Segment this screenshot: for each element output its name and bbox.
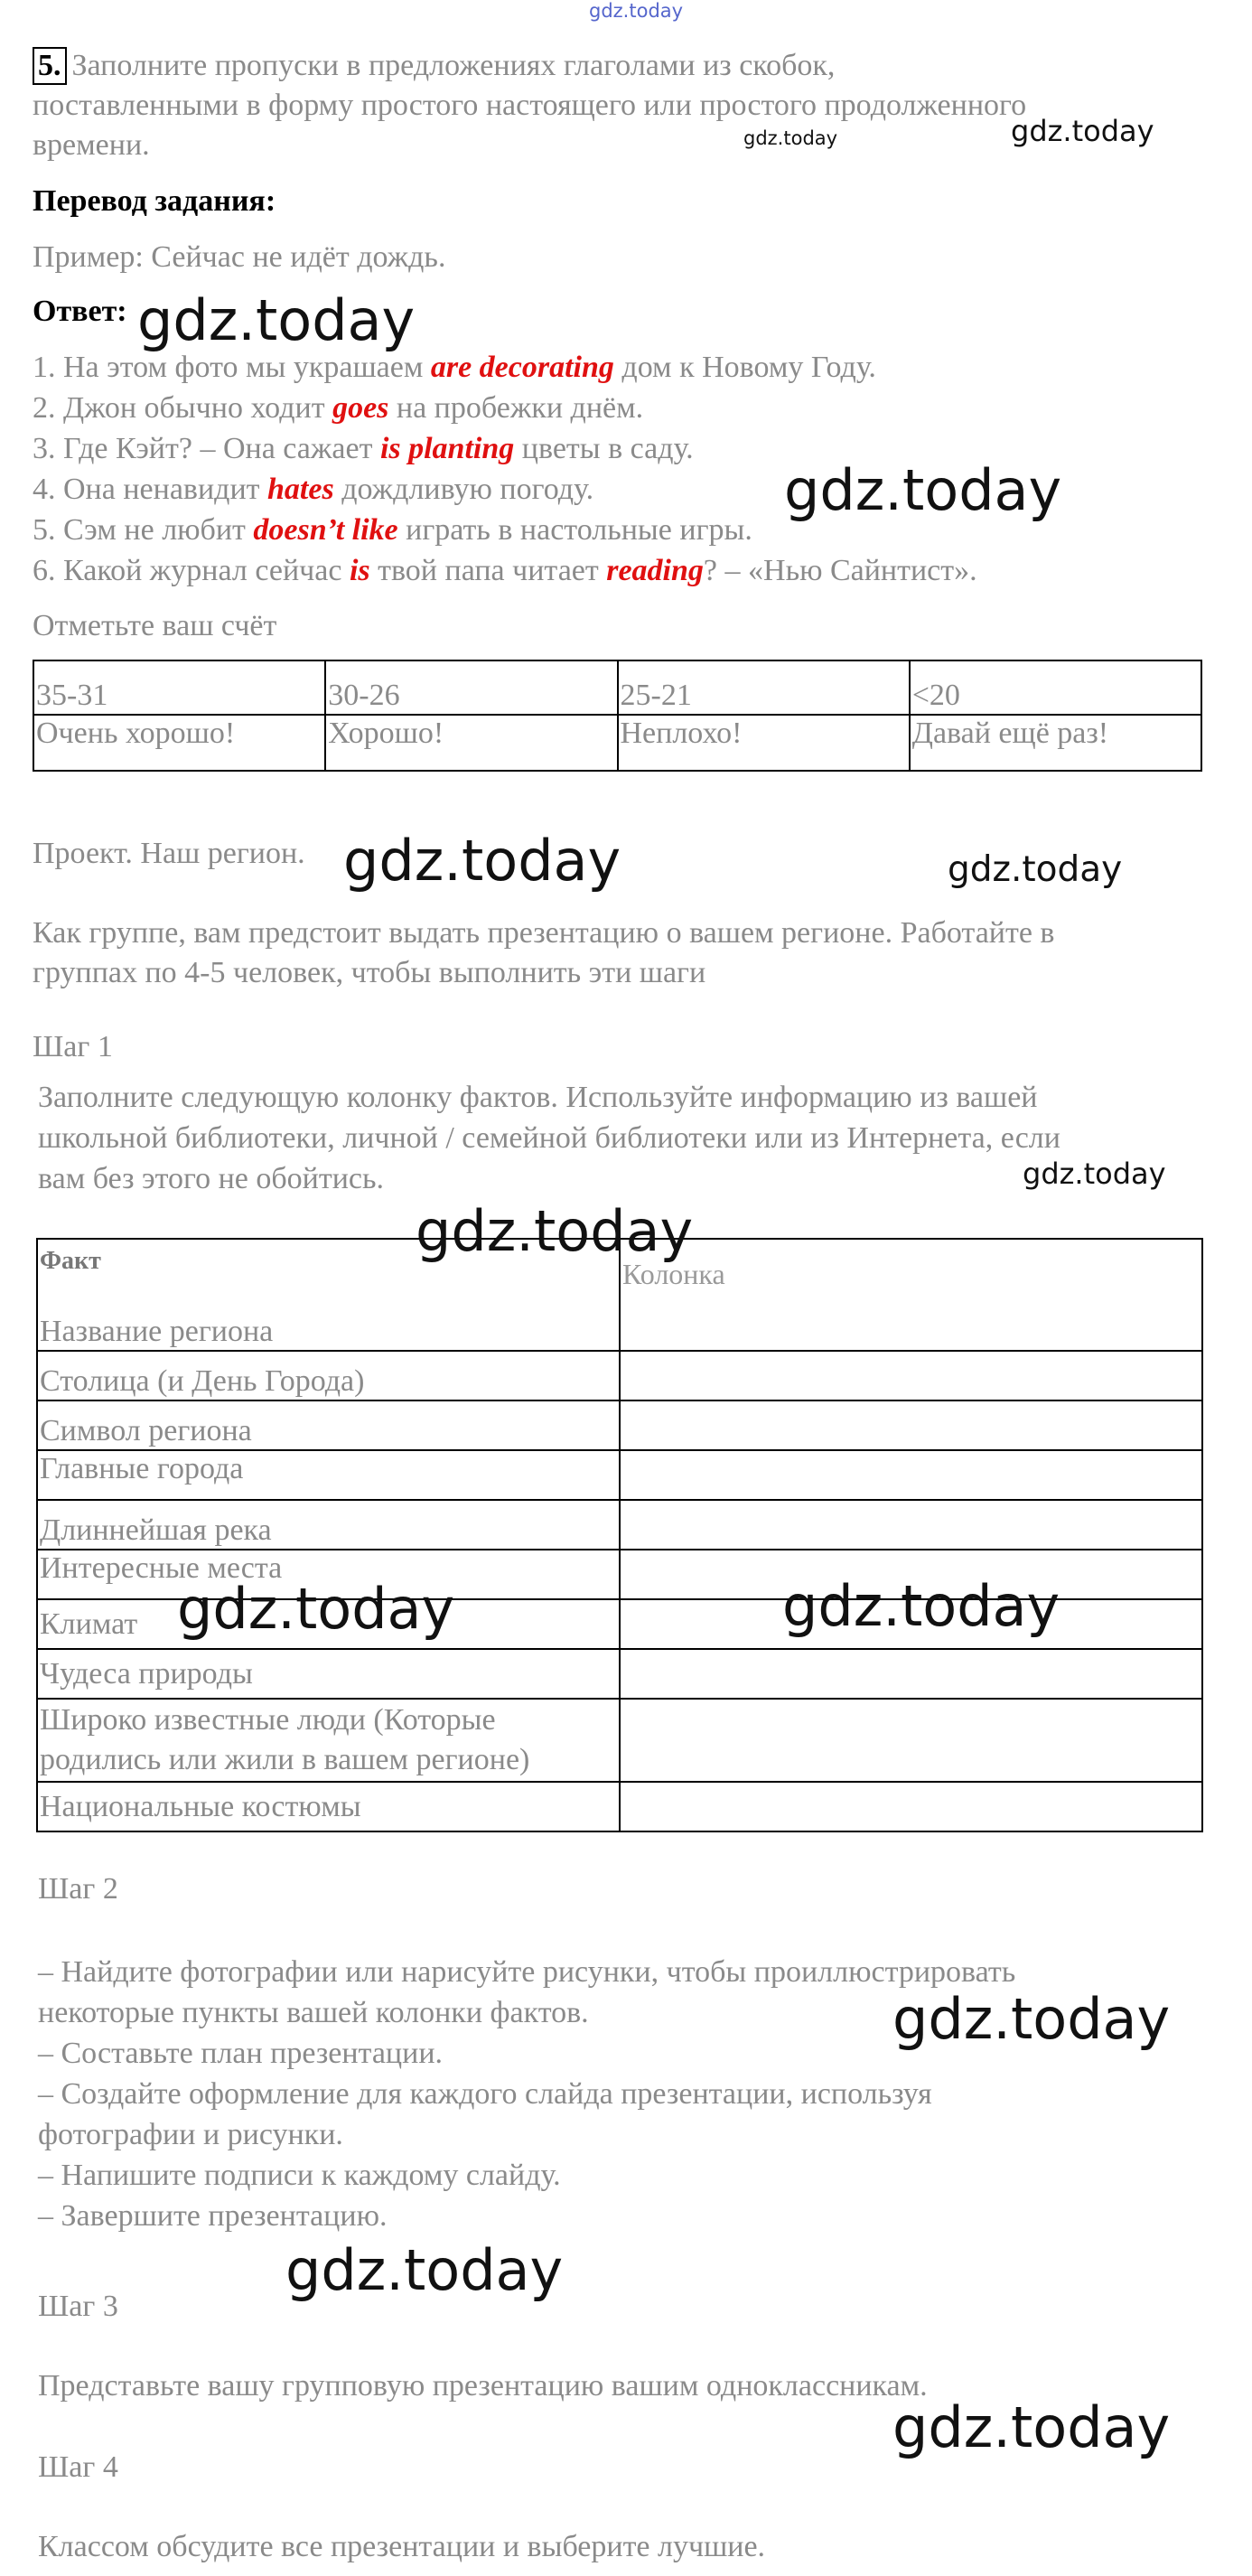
fact-value-cell xyxy=(620,1649,1202,1699)
step2-list xyxy=(38,1952,1015,2236)
watermark: gdz.today xyxy=(177,1576,455,1642)
step3-title: Шаг 3 xyxy=(38,2290,118,2323)
score-label: Давай ещё раз! xyxy=(910,715,1201,771)
answer-verb: hates xyxy=(267,473,334,506)
watermark: gdz.today xyxy=(892,1986,1171,2052)
fact-cell: Климат xyxy=(37,1599,620,1649)
score-range: 35-31 xyxy=(33,660,325,715)
watermark: gdz.today xyxy=(892,2394,1171,2460)
fact-cell: Название региона xyxy=(40,1315,274,1348)
step2-item: некоторые пункты вашей колонки фактов. xyxy=(38,1996,589,2029)
task-text-1: Заполните пропуски в предложениях глаголами из скобок, xyxy=(71,49,836,82)
task-line-1 xyxy=(33,45,835,86)
score-label: Хорошо! xyxy=(325,715,617,771)
step2-item: – Завершите презентацию. xyxy=(38,2199,388,2233)
watermark: gdz.today xyxy=(137,287,416,353)
example-text: Пример: Сейчас не идёт дождь. xyxy=(33,240,446,274)
fact-value-cell xyxy=(620,1400,1202,1450)
fact-cell: Интересные места xyxy=(37,1550,620,1599)
score-title: Отметьте ваш счёт xyxy=(33,609,277,642)
watermark: gdz.today xyxy=(343,828,621,894)
step4-text: Классом обсудите все презентации и выберите лучшие. xyxy=(38,2530,766,2563)
watermark: gdz.today xyxy=(784,457,1062,523)
watermark: gdz.today xyxy=(948,849,1123,890)
step1-line-2: школьной библиотеки, личной / семейной библиотеки или из Интернета, если xyxy=(38,1121,1060,1155)
answer-verb: are decorating xyxy=(430,351,614,384)
facts-table xyxy=(36,1238,1203,1832)
watermark: gdz.today xyxy=(285,2237,564,2303)
project-intro-2: группах по 4-5 человек, чтобы выполнить эти шаги xyxy=(33,956,706,989)
answer-item: 5. Сэм не любит doesn’t like играть в настольные игры. xyxy=(33,513,752,547)
score-label: Очень хорошо! xyxy=(33,715,325,771)
step2-item: фотографии и рисунки. xyxy=(38,2118,343,2151)
fact-cell: Главные города xyxy=(37,1450,620,1500)
answer-verb: reading xyxy=(606,554,704,587)
score-range: 25-21 xyxy=(618,660,910,715)
step2-title: Шаг 2 xyxy=(38,1872,118,1906)
step2-item: – Создайте оформление для каждого слайда презентации, используя xyxy=(38,2077,932,2111)
project-intro-1: Как группе, вам предстоит выдать презентацию о вашем регионе. Работайте в xyxy=(33,916,1055,950)
fact-cell: Национальные костюмы xyxy=(37,1782,620,1831)
facts-header-column: Колонка xyxy=(622,1258,725,1290)
answer-verb: is xyxy=(349,554,370,587)
score-table xyxy=(33,660,1202,772)
fact-cell: Широко известные люди (Которые родились или жили в вашем регионе) xyxy=(37,1699,620,1782)
score-label: Неплохо! xyxy=(618,715,910,771)
header-watermark: gdz.today xyxy=(589,0,684,22)
watermark: gdz.today xyxy=(1011,114,1154,148)
step1-line-1: Заполните следующую колонку фактов. Используйте информацию из вашей xyxy=(38,1081,1038,1114)
answer-verb: doesn’t like xyxy=(253,513,398,547)
fact-cell: Длиннейшая река xyxy=(37,1500,620,1550)
step2-item: – Напишите подписи к каждому слайду. xyxy=(38,2159,561,2192)
fact-value-cell xyxy=(620,1782,1202,1831)
fact-value-cell xyxy=(620,1699,1202,1782)
fact-cell: Чудеса природы xyxy=(37,1649,620,1699)
watermark: gdz.today xyxy=(416,1198,694,1264)
task-line-2: поставленными в форму простого настоящего или простого продолженного xyxy=(33,89,1027,122)
watermark: gdz.today xyxy=(1023,1157,1166,1191)
step2-item: – Найдите фотографии или нарисуйте рисунки, чтобы проиллюстрировать xyxy=(38,1955,1016,1989)
watermark: gdz.today xyxy=(743,127,838,149)
fact-value-cell xyxy=(620,1351,1202,1400)
facts-header-fact: Факт xyxy=(40,1247,101,1275)
step1-line-3: вам без этого не обойтись. xyxy=(38,1162,385,1195)
score-range: 30-26 xyxy=(325,660,617,715)
step4-title: Шаг 4 xyxy=(38,2450,118,2484)
answer-item: 3. Где Кэйт? – Она сажает is planting цветы в саду. xyxy=(33,432,694,465)
watermark: gdz.today xyxy=(782,1573,1060,1639)
fact-cell: Столица (и День Города) xyxy=(37,1351,620,1400)
task-number: 5. xyxy=(33,47,67,85)
answer-item: 1. На этом фото мы украшаем are decorating дом к Новому Году. xyxy=(33,351,876,384)
facts-header-col-cell xyxy=(620,1239,1202,1351)
answer-item: 6. Какой журнал сейчас is твой папа читает reading? – «Нью Сайнтист». xyxy=(33,554,977,587)
step1-title: Шаг 1 xyxy=(33,1030,113,1063)
fact-value-cell xyxy=(620,1500,1202,1550)
translation-title: Перевод задания: xyxy=(33,184,276,218)
answer-verb: is planting xyxy=(379,432,515,465)
answer-item: 2. Джон обычно ходит goes на пробежки днём. xyxy=(33,391,644,425)
fact-value-cell xyxy=(620,1450,1202,1500)
task-line-3: времени. xyxy=(33,128,150,162)
score-range: <20 xyxy=(910,660,1201,715)
step3-text: Представьте вашу групповую презентацию вашим одноклассникам. xyxy=(38,2369,928,2403)
answer-label: Ответ: xyxy=(33,295,127,328)
step2-item: – Составьте план презентации. xyxy=(38,2037,444,2070)
fact-cell: Символ региона xyxy=(37,1400,620,1450)
project-title: Проект. Наш регион. xyxy=(33,837,305,870)
answer-item: 4. Она ненавидит hates дождливую погоду. xyxy=(33,473,594,506)
answer-verb: goes xyxy=(332,391,389,425)
